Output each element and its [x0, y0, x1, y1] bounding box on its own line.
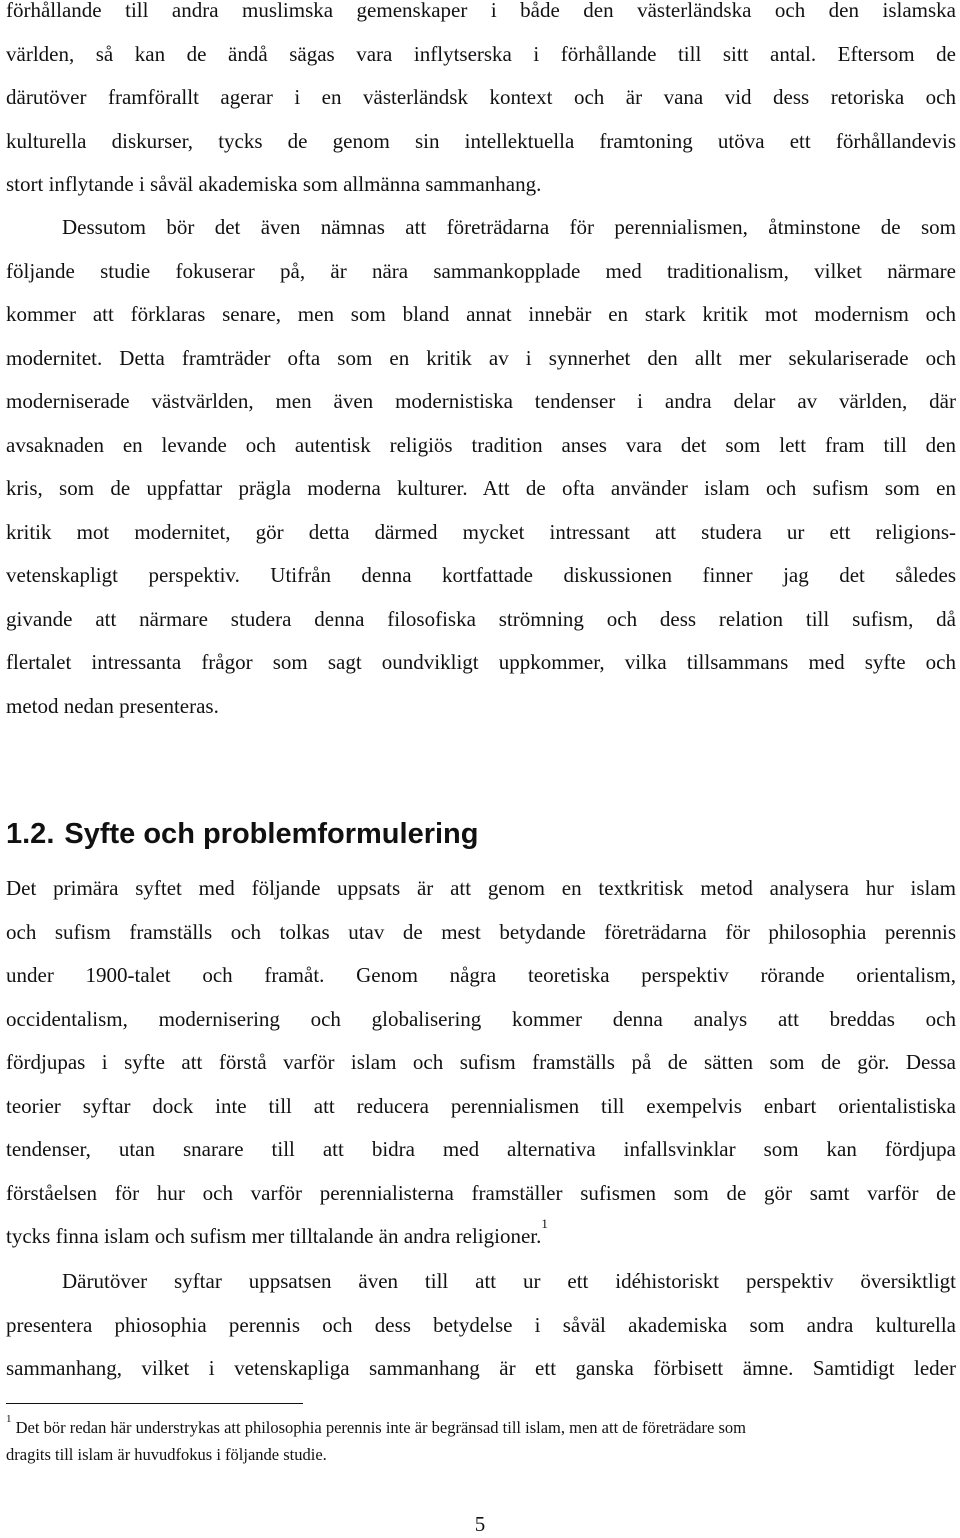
- footnote-line: dragits till islam är huvudfokus i följande studie.: [6, 1445, 327, 1464]
- footnote-line: [6, 1414, 956, 1441]
- text-line: flertalet intressanta frågor som sagt oundvikligt uppkommer, vilka tillsammans med syfte och: [6, 650, 956, 674]
- paragraph-intro: [6, 0, 956, 207]
- section-title: Syfte och problemformulering: [64, 818, 479, 850]
- text-line: givande att närmare studera denna filosofiska strömning och dess relation till sufism, då: [6, 606, 956, 631]
- text-line: Därutöver syftar uppsatsen även till att ur ett idéhistoriskt perspektiv översiktligt: [62, 1269, 956, 1293]
- text-line: presentera phiosophia perennis och dess betydelse i såväl akademiska som andra kulturella: [6, 1312, 956, 1337]
- text-line: fördjupas i syfte att förstå varför islam och sufism framställs på de sätten som de gör. Dessa: [6, 1050, 956, 1074]
- text-line: stort inflytande i såväl akademiska som allmänna sammanhang.: [6, 172, 542, 196]
- paragraph-traditionalism: [6, 206, 956, 728]
- text-line: följande studie fokuserar på, är nära sammankopplade med traditionalism, vilket närmare: [6, 258, 956, 283]
- text-line: occidentalism, modernisering och globalisering kommer denna analys att breddas och: [6, 1006, 956, 1031]
- text-line: förståelsen för hur och varför perennialisterna framställer sufismen som de gör samt varför de: [6, 1180, 956, 1205]
- footnote: [6, 1414, 956, 1468]
- text-line: kritik mot modernitet, gör detta därmed mycket intressant att studera ur ett religions-: [6, 519, 956, 544]
- text-line: tendenser, utan snarare till att bidra med alternativa infallsvinklar som kan fördjupa: [6, 1137, 956, 1161]
- text-line: vetenskapligt perspektiv. Utifrån denna kortfattade diskussionen finner jag det således: [6, 563, 956, 587]
- section-number: 1.2.: [6, 818, 55, 850]
- text-line: och sufism framställs och tolkas utav de mest betydande företrädarna för philosophia perennis: [6, 919, 956, 944]
- text-line: moderniserade västvärlden, men även modernistiska tendenser i andra delar av världen, där: [6, 389, 956, 413]
- text-line: teorier syftar dock inte till att reducera perennialismen till exempelvis enbart orientalistiska: [6, 1093, 956, 1118]
- text-line: Det primära syftet med följande uppsats är att genom en textkritisk metod analysera hur islam: [6, 876, 956, 900]
- text-line: världen, så kan de ändå sägas vara inflytserska i förhållande till sitt antal. Eftersom de: [6, 41, 956, 66]
- text-line: avsaknaden en levande och autentisk religiös tradition anses vara det som lett fram till den: [6, 432, 956, 457]
- text-line: sammanhang, vilket i vetenskapliga sammanhang är ett ganska förbisett ämne. Samtidigt leder: [6, 1356, 956, 1380]
- footnote-reference[interactable]: 1: [541, 1216, 548, 1231]
- text-line: [6, 1215, 956, 1259]
- text-line: därutöver framförallt agerar i en västerländsk kontext och är vana vid dess retoriska och: [6, 85, 956, 109]
- footnote-text: Det bör redan här understrykas att philosophia perennis inte är begränsad till islam, men att de företrädare som: [15, 1418, 746, 1437]
- footnote-separator: [6, 1403, 303, 1404]
- paragraph-history: [6, 1260, 956, 1391]
- text-line: kulturella diskurser, tycks de genom sin intellektuella framtoning utöva ett förhållandevis: [6, 128, 956, 153]
- text-line: under 1900-talet och framåt. Genom några teoretiska perspektiv rörande orientalism,: [6, 963, 956, 987]
- paragraph-purpose: [6, 867, 956, 1259]
- text-line: förhållande till andra muslimska gemenskaper i både den västerländska och den islamska: [6, 0, 956, 22]
- page-number: 5: [474, 1512, 486, 1536]
- footnote-marker: 1: [6, 1412, 12, 1425]
- text-line: modernitet. Detta framträder ofta som en kritik av i synnerhet den allt mer sekulariserade och: [6, 345, 956, 370]
- text-line-content: tycks finna islam och sufism mer tilltalande än andra religioner.: [6, 1224, 542, 1248]
- text-line: kris, som de uppfattar prägla moderna kulturer. Att de ofta använder islam och sufism som en: [6, 476, 956, 500]
- text-line: metod nedan presenteras.: [6, 693, 219, 718]
- section-heading: [6, 812, 478, 856]
- text-line: Dessutom bör det även nämnas att företrädarna för perennialismen, åtminstone de som: [62, 215, 956, 239]
- text-line: kommer att förklaras senare, men som bland annat innebär en stark kritik mot modernism och: [6, 302, 956, 326]
